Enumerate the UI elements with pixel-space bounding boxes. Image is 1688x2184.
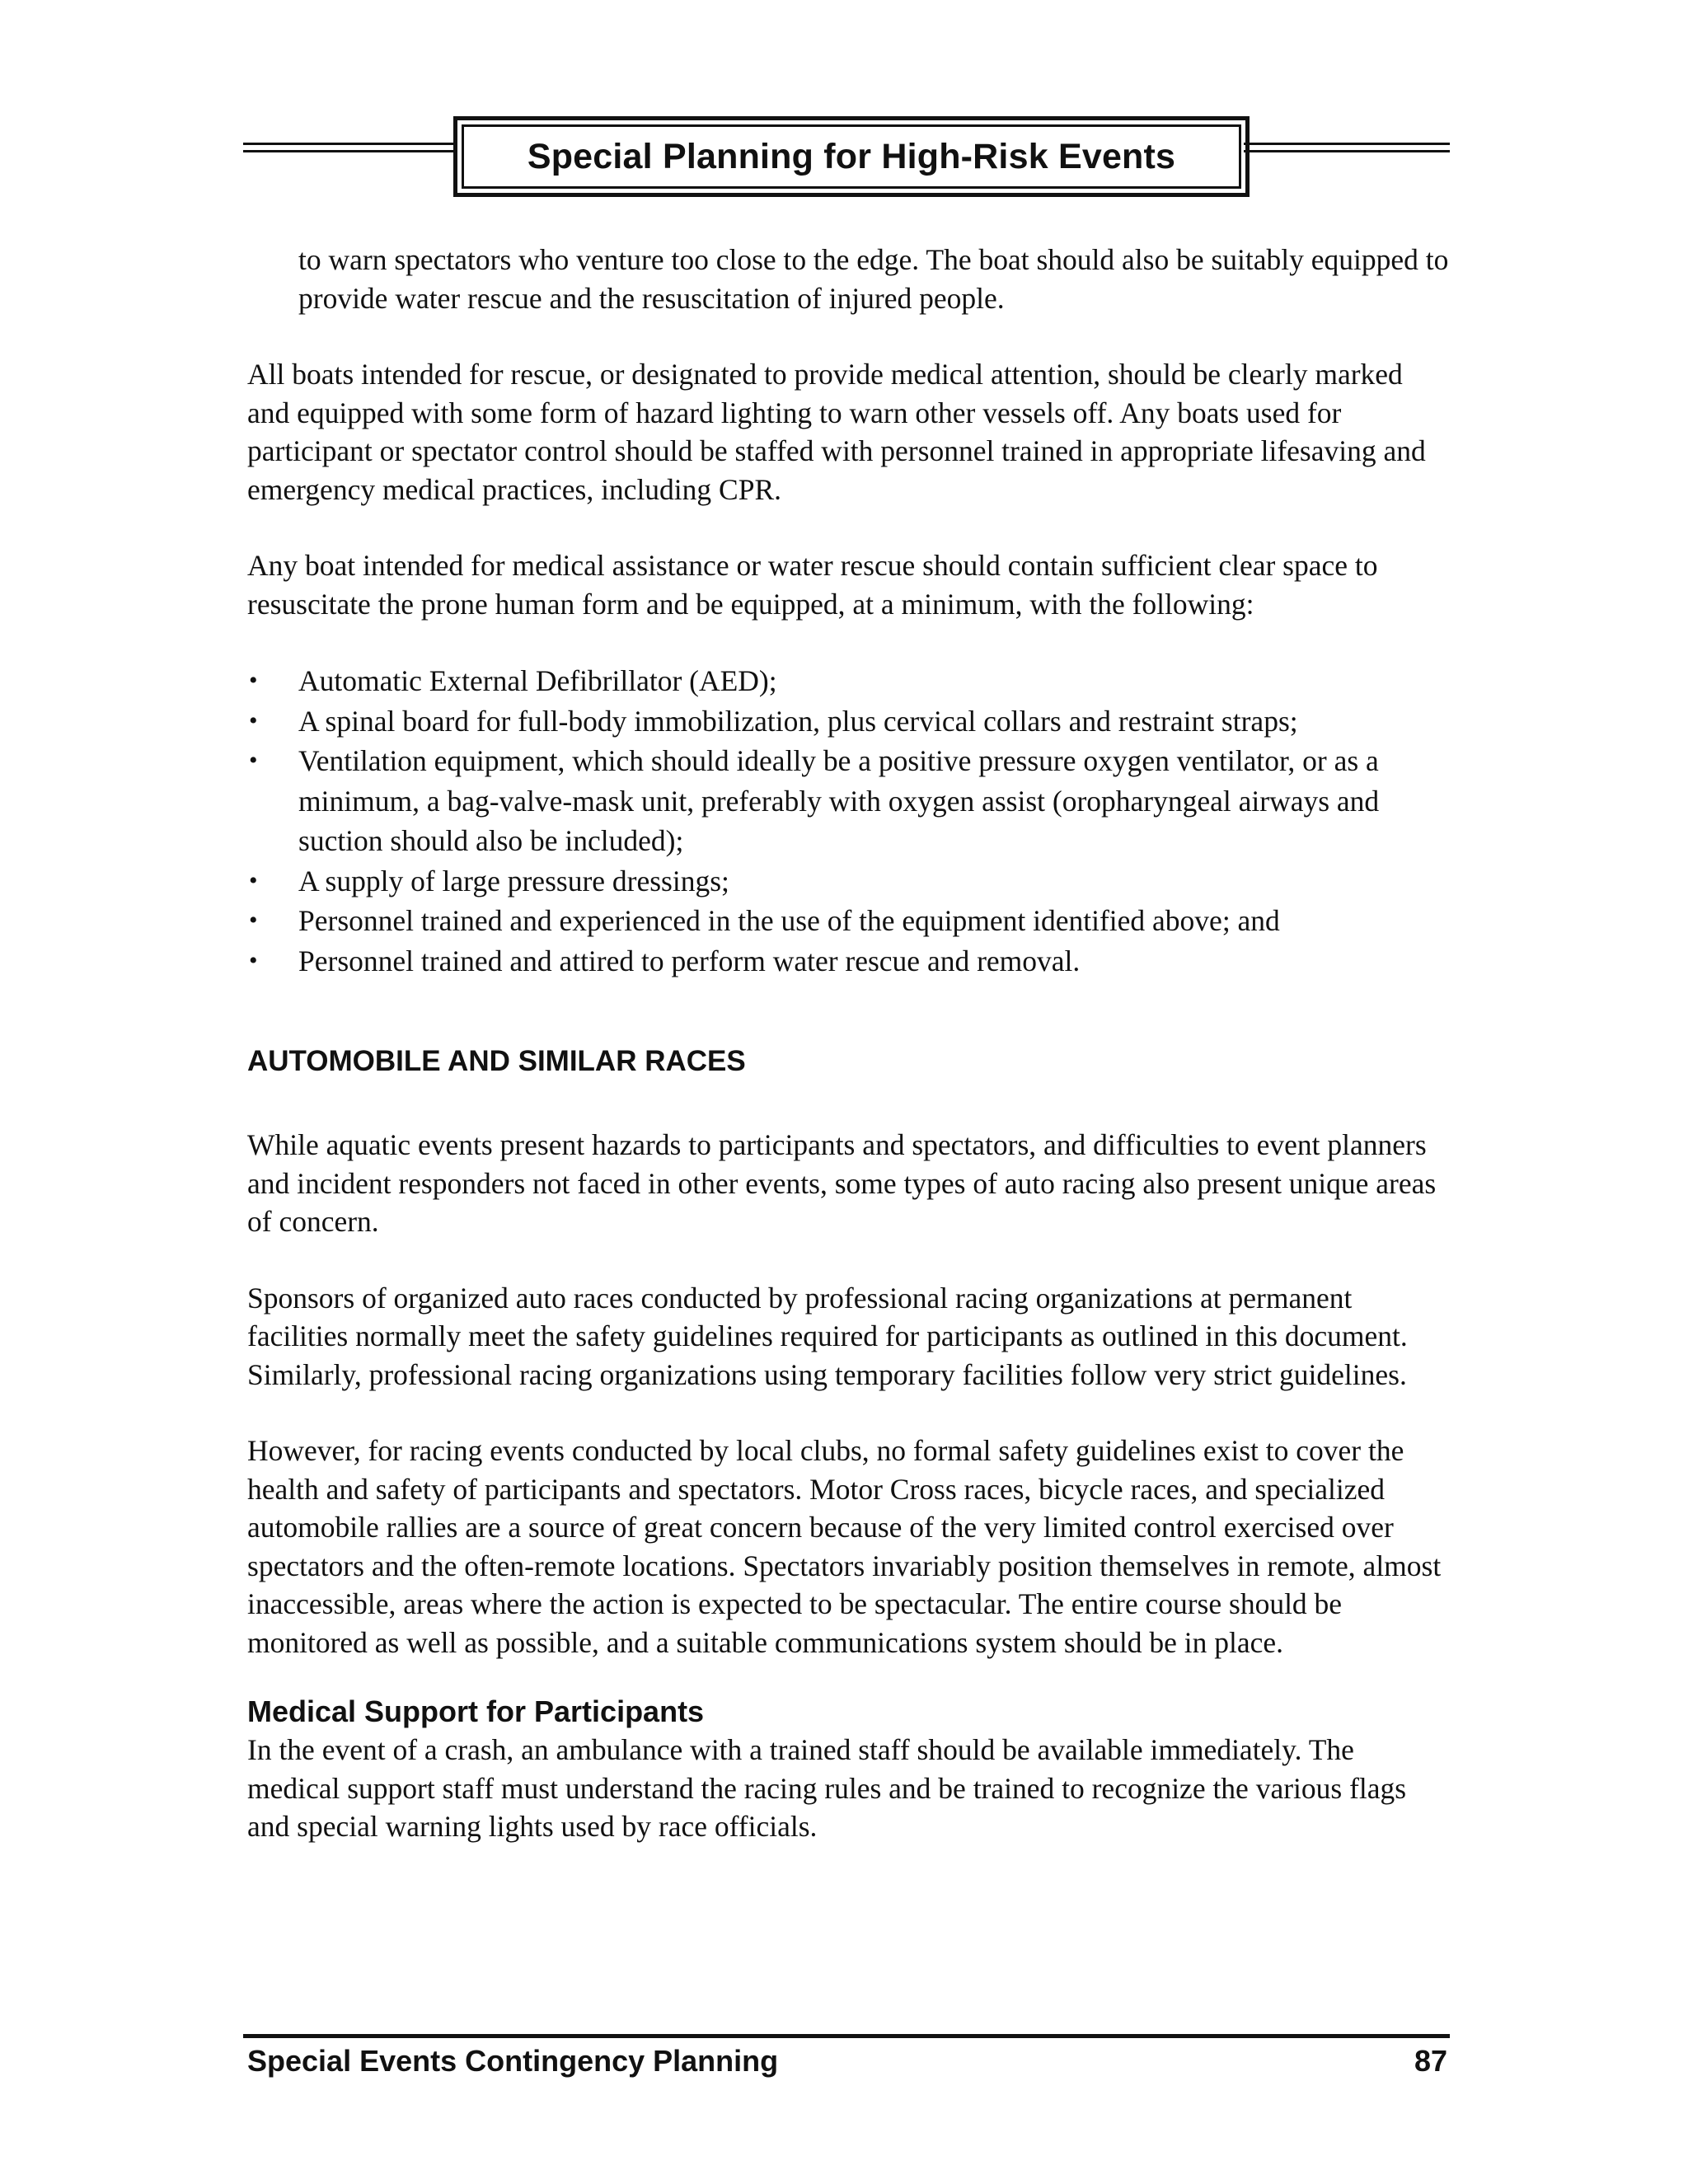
list-item-text: Personnel trained and experienced in the use of the equipment identified above; and bbox=[298, 904, 1280, 937]
paragraph-medical-support: In the event of a crash, an ambulance with a trained staff should be available immediately. The medical support staff must understand the racing rules and be trained to recognize the various flags and special warning lights used by race officials. bbox=[247, 1733, 1407, 1843]
equipment-list bbox=[247, 661, 1451, 981]
subsection-heading: Medical Support for Participants bbox=[247, 1694, 705, 1728]
page-header-title: Special Planning for High-Risk Events bbox=[527, 136, 1176, 176]
list-item bbox=[247, 941, 1451, 982]
list-item bbox=[247, 661, 1451, 701]
list-item-text: Personnel trained and attired to perform water rescue and removal. bbox=[298, 944, 1081, 977]
list-item-text: Ventilation equipment, which should ideally be a positive pressure oxygen ventilator, or as a minimum, a bag-valve-mask unit, preferably with oxygen assist (oropharyngeal airways and suction should also be included); bbox=[298, 744, 1380, 857]
footer-document-title: Special Events Contingency Planning bbox=[247, 2044, 779, 2078]
page-body bbox=[247, 241, 1451, 1884]
bullet-icon: • bbox=[249, 747, 258, 774]
list-item-text: A supply of large pressure dressings; bbox=[298, 864, 729, 898]
continuation-paragraph: to warn spectators who venture too close to the edge. The boat should also be suitably equipped to provide water rescue and the resuscitation of injured people. bbox=[298, 243, 1449, 315]
bullet-icon: • bbox=[249, 946, 258, 974]
footer-rule bbox=[243, 2034, 1450, 2038]
list-item bbox=[247, 861, 1451, 902]
list-item bbox=[247, 701, 1451, 742]
list-item bbox=[247, 901, 1451, 941]
paragraph-boat-equipment: Any boat intended for medical assistance or water rescue should contain sufficient clear space to resuscitate the prone human form and be equipped, at a minimum, with the following: bbox=[247, 549, 1378, 621]
list-item-text: A spinal board for full-body immobilization, plus cervical collars and restraint straps; bbox=[298, 704, 1298, 738]
header-banner-inner bbox=[462, 124, 1241, 189]
bullet-icon: • bbox=[249, 667, 258, 694]
header-banner bbox=[453, 116, 1250, 197]
page-number: 87 bbox=[1414, 2044, 1447, 2078]
header-rule-right bbox=[1244, 143, 1450, 152]
paragraph-rescue-boats: All boats intended for rescue, or designated to provide medical attention, should be clearly marked and equipped with some form of hazard lighting to warn other vessels off. Any boats used for participant or spectator control should be staffed with personnel trained in appropriate lifesaving and emergency medical practices, including CPR. bbox=[247, 358, 1426, 506]
bullet-icon: • bbox=[249, 907, 258, 934]
paragraph-local-clubs: However, for racing events conducted by local clubs, no formal safety guidelines exist to cover the health and safety of participants and spectators. Motor Cross races, bicycle races, and specialized automobile rallies are a source of great concern because of the very limited control exercised over spectators and the often-remote locations. Spectators invariably position themselves in remote, almost inaccessible, areas where the action is expected to be spectacular. The entire course should be monitored as well as possible, and a suitable communications system should be in place. bbox=[247, 1434, 1442, 1659]
paragraph-professional-races: Sponsors of organized auto races conducted by professional racing organizations at permanent facilities normally meet the safety guidelines required for participants as outlined in this document. Similarly, professional racing organizations using temporary facilities follow very strict guidelines. bbox=[247, 1281, 1408, 1391]
list-item-text: Automatic External Defibrillator (AED); bbox=[298, 664, 777, 697]
list-item bbox=[247, 741, 1451, 861]
header-rule-left bbox=[243, 143, 457, 152]
bullet-icon: • bbox=[249, 866, 258, 894]
bullet-icon: • bbox=[249, 706, 258, 734]
paragraph-aquatic-vs-auto: While aquatic events present hazards to participants and spectators, and difficulties to event planners and incident responders not faced in other events, some types of auto racing also present unique areas of concern. bbox=[247, 1128, 1437, 1238]
section-heading: AUTOMOBILE AND SIMILAR RACES bbox=[247, 1045, 746, 1077]
